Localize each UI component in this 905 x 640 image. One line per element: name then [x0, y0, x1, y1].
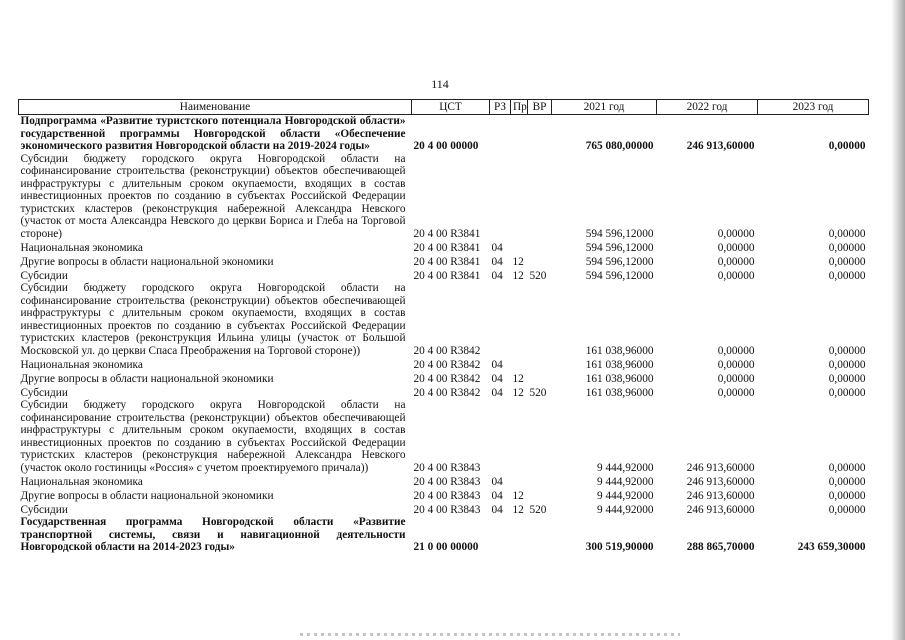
- budget-table: [18, 99, 869, 554]
- cell-2023: 0,00000: [828, 503, 866, 516]
- cell-cst: 20 4 00 R3842: [413, 386, 481, 399]
- cell-rz: [490, 153, 511, 241]
- cell-name: Другие вопросы в области национальной экономики: [20, 255, 274, 268]
- cell-vr: [528, 115, 552, 153]
- cell-2023: 0,00000: [828, 241, 866, 254]
- cell-pr: [511, 240, 528, 254]
- cell-vr: [528, 254, 552, 268]
- cell-2021: 765 080,00000: [585, 140, 654, 152]
- table-body: [19, 115, 869, 554]
- cell-pr: [511, 516, 528, 554]
- cell-name: Государственная программа Новгородской области «Развитие транспортной системы, связи и навигационной деятельности Новгородской области на 2014-2023 годы»: [20, 516, 406, 553]
- cell-rz: 04: [491, 255, 503, 268]
- cell-2022: 246 913,60000: [686, 461, 755, 474]
- table-row: [19, 282, 869, 357]
- cell-2021: 161 038,96000: [585, 358, 654, 371]
- header-cst: ЦСТ: [412, 100, 490, 115]
- cell-pr: 12: [512, 489, 524, 502]
- header-pr: Пр: [511, 100, 528, 115]
- table-row: [19, 357, 869, 371]
- cell-vr: [528, 488, 552, 502]
- table-row: [19, 240, 869, 254]
- cell-rz: [490, 115, 511, 153]
- cell-2022: 0,00000: [717, 372, 755, 385]
- cell-vr: [528, 240, 552, 254]
- table-row: [19, 385, 869, 399]
- cell-2022: 0,00000: [717, 227, 755, 240]
- cell-2022: 288 865,70000: [686, 541, 755, 553]
- header-name: Наименование: [19, 100, 412, 115]
- cell-pr: 12: [512, 503, 524, 516]
- cell-cst: 20 4 00 R3841: [413, 227, 481, 240]
- cell-2022: 0,00000: [717, 358, 755, 371]
- cell-vr: 520: [529, 386, 547, 399]
- cell-name: Национальная экономика: [20, 475, 143, 488]
- cell-cst: 20 4 00 R3843: [413, 489, 481, 502]
- cell-rz: 04: [491, 241, 503, 254]
- cell-pr: 12: [512, 372, 524, 385]
- cell-2021: 161 038,96000: [585, 372, 654, 385]
- cell-pr: [511, 115, 528, 153]
- cell-rz: 04: [491, 475, 503, 488]
- cell-2021: 594 596,12000: [585, 269, 654, 282]
- cell-name: Другие вопросы в области национальной экономики: [20, 489, 274, 502]
- cell-2022: 0,00000: [717, 269, 755, 282]
- cell-cst: 20 4 00 R3841: [413, 241, 481, 254]
- cell-pr: [511, 474, 528, 488]
- table-row: [19, 474, 869, 488]
- cell-rz: [490, 282, 511, 357]
- cell-2021: 9 444,92000: [597, 461, 654, 474]
- cell-vr: 520: [529, 269, 547, 282]
- cell-pr: 12: [512, 269, 524, 282]
- cell-cst: 20 4 00 00000: [413, 140, 479, 152]
- cell-2023: 243 659,30000: [797, 541, 866, 553]
- cell-name: Подпрограмма «Развитие туристского потенциала Новгородской области» государственной программы Новгородской области «Обеспечение экономического развития Новгородской области на 2019-2024 годы»: [20, 115, 406, 152]
- cell-2023: 0,00000: [828, 461, 866, 474]
- cell-2022: 246 913,60000: [686, 503, 755, 516]
- cell-2023: 0,00000: [828, 489, 866, 502]
- cell-rz: 04: [491, 358, 503, 371]
- cell-pr: 12: [512, 386, 524, 399]
- cell-2021: 9 444,92000: [597, 475, 654, 488]
- cell-vr: [528, 357, 552, 371]
- cell-2023: 0,00000: [828, 255, 866, 268]
- cell-2021: 161 038,96000: [585, 344, 654, 357]
- cell-2022: 246 913,60000: [686, 140, 755, 152]
- cell-name: Субсидии бюджету городского округа Новгородской области на софинансирование строительства (реконструкции) объектов обеспечивающей инфраструктуры с длительным сроком окупаемости, входящих в состав инвестиционных проектов по созданию в субъектах Российской Федерации туристских кластеров (реконструкция набережной Александра Невского (участок около гостиницы «Россия» с учетом проектируемого причала)): [20, 399, 406, 474]
- cell-2021: 161 038,96000: [585, 386, 654, 399]
- cell-name: Субсидии: [20, 503, 68, 516]
- cell-rz: [490, 399, 511, 474]
- cell-cst: 20 4 00 R3843: [413, 475, 481, 488]
- header-vr: ВР: [528, 100, 552, 115]
- cell-2023: 0,00000: [828, 269, 866, 282]
- cell-rz: 04: [491, 372, 503, 385]
- cell-2021: 594 596,12000: [585, 255, 654, 268]
- cell-name: Субсидии: [20, 386, 68, 399]
- cell-vr: [528, 153, 552, 241]
- cell-rz: 04: [491, 503, 503, 516]
- table-row: [19, 516, 869, 554]
- cell-name: Национальная экономика: [20, 358, 143, 371]
- cell-pr: [511, 282, 528, 357]
- header-2021: 2021 год: [552, 100, 657, 115]
- cell-2022: 246 913,60000: [686, 489, 755, 502]
- cell-2022: 246 913,60000: [686, 475, 755, 488]
- cell-2023: 0,00000: [828, 140, 866, 152]
- cell-cst: 20 4 00 R3842: [413, 358, 481, 371]
- cell-2022: 0,00000: [717, 344, 755, 357]
- cell-cst: 20 4 00 R3842: [413, 372, 481, 385]
- cell-2022: 0,00000: [717, 241, 755, 254]
- cell-2022: 0,00000: [717, 255, 755, 268]
- cell-name: Субсидии: [20, 269, 68, 282]
- header-2023: 2023 год: [758, 100, 869, 115]
- header-rz: РЗ: [490, 100, 511, 115]
- cell-cst: 21 0 00 00000: [413, 541, 479, 553]
- table-row: [19, 268, 869, 282]
- scan-bottom-noise: [300, 633, 680, 636]
- cell-2021: 9 444,92000: [597, 489, 654, 502]
- cell-2021: 594 596,12000: [585, 227, 654, 240]
- cell-rz: [490, 516, 511, 554]
- cell-name: Субсидии бюджету городского округа Новгородской области на софинансирование строительства (реконструкции) объектов обеспечивающей инфраструктуры с длительным сроком окупаемости, входящих в состав инвестиционных проектов по созданию в субъектах Российской Федерации туристских кластеров (реконструкция Ильина улицы (участок от Большой Московской ул. до церкви Спаса Преображения на Торговой стороне)): [20, 282, 406, 357]
- table-header-row: [19, 100, 869, 115]
- table-row: [19, 371, 869, 385]
- table-row: [19, 254, 869, 268]
- table-row: [19, 153, 869, 241]
- cell-2021: 300 519,90000: [585, 541, 654, 553]
- page-number: 114: [431, 77, 449, 91]
- cell-2023: 0,00000: [828, 227, 866, 240]
- cell-vr: 520: [529, 503, 547, 516]
- cell-name: Национальная экономика: [20, 241, 143, 254]
- cell-cst: 20 4 00 R3842: [413, 344, 481, 357]
- table-row: [19, 399, 869, 474]
- cell-name: Субсидии бюджету городского округа Новгородской области на софинансирование строительства (реконструкции) объектов обеспечивающей инфраструктуры с длительным сроком окупаемости, входящих в состав инвестиционных проектов по созданию в субъектах Российской Федерации туристских кластеров (реконструкция набережной Александра Невского (участок от моста Александра Невского до церкви Бориса и Глеба на Торговой стороне): [20, 152, 406, 240]
- cell-rz: 04: [491, 489, 503, 502]
- cell-2023: 0,00000: [828, 372, 866, 385]
- cell-pr: [511, 153, 528, 241]
- cell-pr: 12: [512, 255, 524, 268]
- cell-vr: [528, 516, 552, 554]
- cell-name: Другие вопросы в области национальной экономики: [20, 372, 274, 385]
- cell-rz: 04: [491, 269, 503, 282]
- table-row: [19, 488, 869, 502]
- cell-cst: 20 4 00 R3841: [413, 269, 481, 282]
- cell-2021: 9 444,92000: [597, 503, 654, 516]
- table-row: [19, 502, 869, 516]
- table-row: [19, 115, 869, 153]
- cell-2021: 594 596,12000: [585, 241, 654, 254]
- cell-vr: [528, 474, 552, 488]
- cell-cst: 20 4 00 R3843: [413, 461, 481, 474]
- cell-vr: [528, 399, 552, 474]
- cell-cst: 20 4 00 R3843: [413, 503, 481, 516]
- cell-2022: 0,00000: [717, 386, 755, 399]
- scan-edge-shadow: [891, 0, 905, 640]
- cell-2023: 0,00000: [828, 386, 866, 399]
- header-2022: 2022 год: [657, 100, 758, 115]
- cell-vr: [528, 282, 552, 357]
- cell-cst: 20 4 00 R3841: [413, 255, 481, 268]
- cell-2023: 0,00000: [828, 475, 866, 488]
- cell-pr: [511, 399, 528, 474]
- cell-pr: [511, 357, 528, 371]
- cell-rz: 04: [491, 386, 503, 399]
- cell-2023: 0,00000: [828, 358, 866, 371]
- cell-vr: [528, 371, 552, 385]
- cell-2023: 0,00000: [828, 344, 866, 357]
